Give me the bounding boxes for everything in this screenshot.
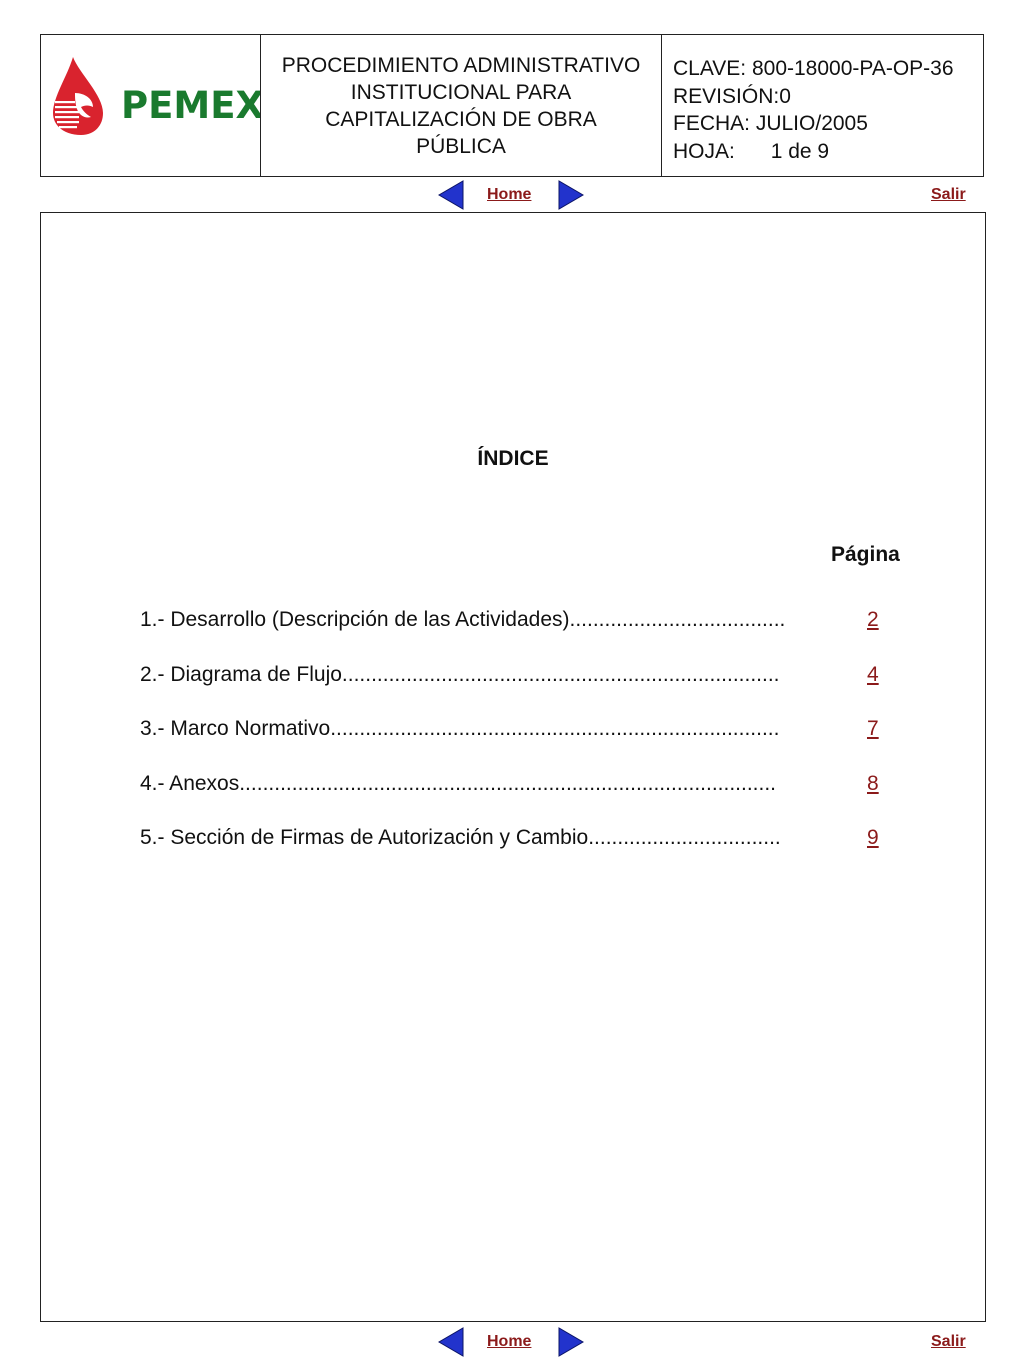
page-column-header: Página bbox=[831, 543, 900, 566]
toc-item-text: 5.- Sección de Firmas de Autorización y Cambio................................. bbox=[140, 826, 781, 849]
meta-hoja bbox=[673, 138, 983, 166]
top-nav bbox=[0, 180, 1024, 214]
exit-link[interactable]: Salir bbox=[931, 186, 966, 203]
meta-hoja-value: 1 de 9 bbox=[770, 139, 830, 163]
title-line: INSTITUCIONAL PARA bbox=[350, 80, 572, 104]
meta-revision: REVISIÓN:0 bbox=[673, 84, 791, 108]
toc-page-link[interactable]: 7 bbox=[867, 717, 879, 740]
toc-page-link[interactable]: 9 bbox=[867, 826, 879, 849]
meta-fecha: FECHA: JULIO/2005 bbox=[673, 112, 868, 135]
pemex-logo bbox=[41, 35, 260, 176]
toc-item-text: 4.- Anexos............................................................................................ bbox=[140, 771, 776, 795]
right-arrow-icon[interactable] bbox=[558, 180, 584, 210]
exit-link[interactable]: Salir bbox=[931, 1333, 966, 1350]
toc-item bbox=[140, 716, 900, 771]
left-arrow-icon[interactable] bbox=[438, 1327, 464, 1357]
title-line: CAPITALIZACIÓN DE OBRA bbox=[325, 107, 597, 131]
home-link[interactable]: Home bbox=[487, 186, 532, 203]
document-title bbox=[260, 35, 661, 176]
document-meta bbox=[661, 35, 983, 176]
left-arrow-icon[interactable] bbox=[438, 180, 464, 210]
toc-item bbox=[140, 662, 900, 717]
toc-item bbox=[140, 771, 900, 826]
toc-item bbox=[140, 825, 900, 880]
home-link[interactable]: Home bbox=[487, 1333, 532, 1350]
toc-item bbox=[140, 607, 900, 662]
meta-clave: CLAVE: 800-18000-PA-OP-36 bbox=[673, 57, 954, 80]
toc-page-link[interactable]: 2 bbox=[867, 608, 879, 631]
title-line: PROCEDIMIENTO ADMINISTRATIVO bbox=[281, 53, 641, 77]
pemex-wordmark: PEMEX bbox=[121, 84, 260, 127]
content-frame bbox=[40, 212, 986, 1322]
document-header bbox=[40, 34, 984, 177]
pemex-drop-icon bbox=[53, 57, 103, 135]
bottom-nav bbox=[0, 1327, 1024, 1361]
title-line: PÚBLICA bbox=[416, 134, 506, 158]
table-of-contents bbox=[140, 607, 900, 880]
right-arrow-icon[interactable] bbox=[558, 1327, 584, 1357]
toc-item-text: 1.- Desarrollo (Descripción de las Actividades)..................................... bbox=[140, 608, 786, 631]
meta-hoja-label: HOJA: bbox=[673, 139, 735, 163]
toc-item-text: 2.- Diagrama de Flujo........................................................................... bbox=[140, 662, 780, 686]
toc-item-text: 3.- Marco Normativo............................................................................. bbox=[140, 717, 780, 740]
logo-cell bbox=[41, 35, 260, 176]
toc-page-link[interactable]: 8 bbox=[867, 771, 879, 795]
index-title: ÍNDICE bbox=[477, 447, 549, 470]
toc-page-link[interactable]: 4 bbox=[867, 662, 879, 686]
